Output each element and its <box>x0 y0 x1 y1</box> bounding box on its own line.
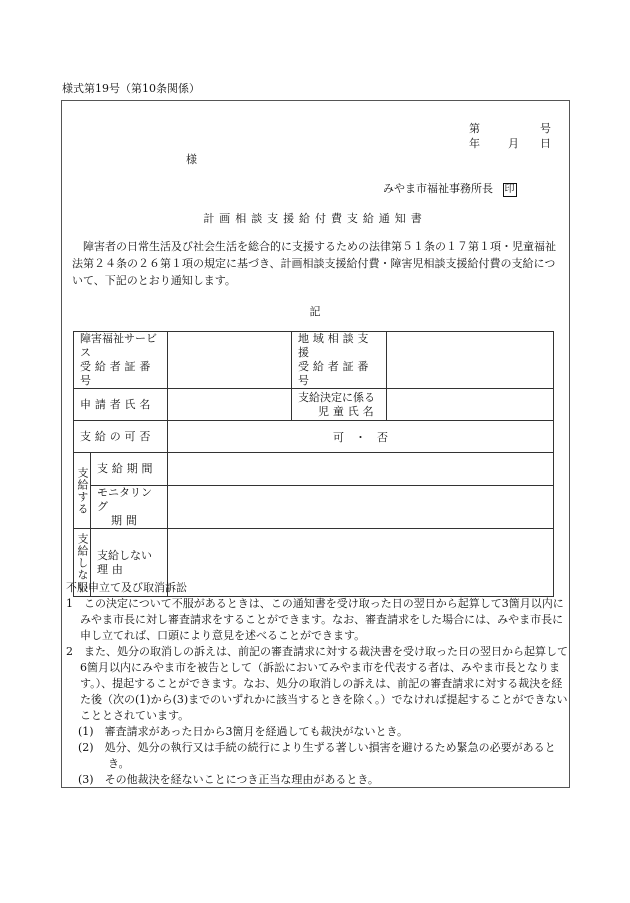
period-label: 支給期間 <box>91 453 168 486</box>
number-label-1: 第 <box>469 122 480 135</box>
monitoring-label: モニタリング 期間 <box>91 486 168 529</box>
group-deny-label: 支給しない <box>74 529 91 597</box>
doc-title: 計画相談支援給付費支給通知書 <box>203 212 427 225</box>
addressee-suffix: 様 <box>186 153 197 166</box>
child-name-label: 支給決定に係る 児童氏名 <box>292 389 387 421</box>
issuer-name: みやま市福祉事務所長 <box>383 182 493 195</box>
number-label-2: 号 <box>540 122 551 135</box>
approval-label: 支給の可否 <box>74 421 168 453</box>
notes-sub-2: (2) 処分、処分の執行又は手続の続行により生ずる著しい損害を避けるため緊急の必要があるとき。 <box>78 741 556 770</box>
service-cert-number-cells[interactable] <box>168 332 292 389</box>
approval-choice[interactable]: 可 ・ 否 <box>168 421 554 453</box>
notes-item-2: 2 また、処分の取消しの訴えは、前記の審査請求に対する裁決書を受け取った日の翌日から起算して6箇月以内にみやま市を被告として（訴訟においてみやま市を代表する者は、みやま市長となります。）、提起することができます。なお、処分の取消しの訴えは、前記の審査請求に対する裁決を経た後（次の(1)から(3)までのいずれかに該当するときを除く。）でなければ提起することができないこととされています。 <box>66 645 568 722</box>
notes-item-1: 1 この決定について不服があるときは、この通知書を受け取った日の翌日から起算して3箇月以内にみやま市長に対し審査請求をすることができます。なお、審査請求をした場合には、みやま市長に申し立てれば、口頭により意見を述べることができます。 <box>66 597 564 642</box>
notes-heading: 不服申立て及び取消訴訟 <box>66 581 187 594</box>
notes-sub-1: (1) 審査請求があった日から3箇月を経過しても裁決がないとき。 <box>78 725 409 738</box>
body-paragraph: 障害者の日常生活及び社会生活を総合的に支援するための法律第５１条の１７第１項・児童福祉法第２４条の２６第１項の規定に基づき、計画相談支援給付費・障害児相談支援給付費の支給について、下記のとおり通知します。 <box>72 240 556 287</box>
seal-mark: 印 <box>504 184 515 195</box>
date-month: 月 <box>508 137 519 150</box>
regional-cert-number-cells[interactable] <box>387 332 554 389</box>
issuer-line <box>383 180 517 197</box>
child-name-field[interactable] <box>387 389 554 421</box>
monitoring-field[interactable] <box>168 486 554 529</box>
service-cert-label: 障害福祉サービス 受給者証番号 <box>74 332 168 389</box>
applicant-name-field[interactable] <box>168 389 292 421</box>
applicant-name-label: 申請者氏名 <box>74 389 168 421</box>
date-day: 日 <box>540 137 551 150</box>
appeal-notes <box>66 580 568 788</box>
regional-cert-label: 地域相談支援 受給者証番号 <box>292 332 387 389</box>
reason-label: 支給しない 理由 <box>91 529 168 597</box>
decision-table <box>73 331 554 597</box>
form-number: 様式第19号（第10条関係） <box>62 82 200 95</box>
period-field[interactable] <box>168 453 554 486</box>
notes-sub-3: (3) その他裁決を経ないことにつき正当な理由があるとき。 <box>78 773 379 786</box>
ki-mark: 記 <box>309 305 321 318</box>
group-approve-label: 支給する <box>74 453 91 529</box>
date-year: 年 <box>469 137 480 150</box>
